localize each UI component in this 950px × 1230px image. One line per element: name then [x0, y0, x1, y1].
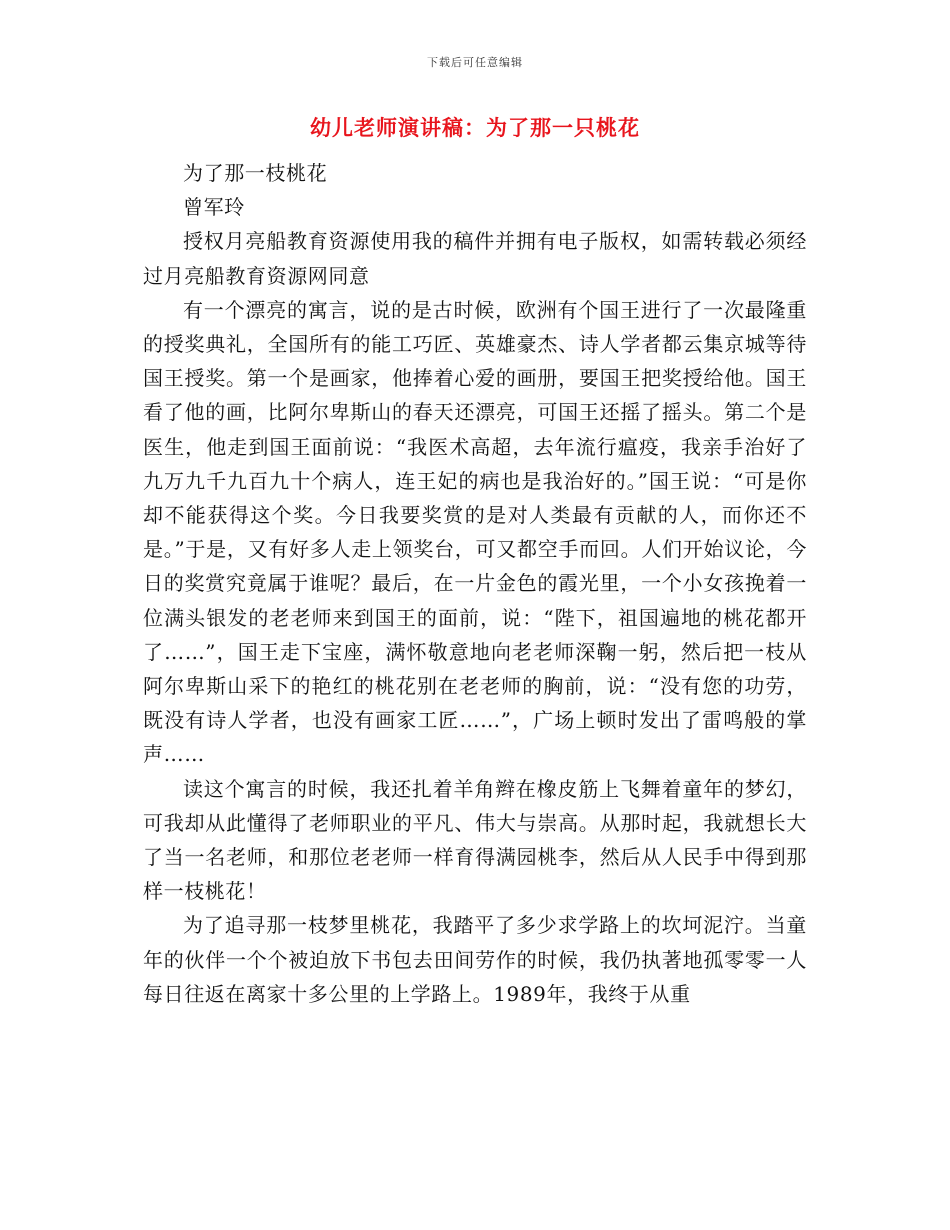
paragraph-fable: 有一个漂亮的寓言，说的是古时候，欧洲有个国王进行了一次最隆重的授奖典礼，全国所有的能工巧匠、英雄豪杰、诗人学者都云集京城等待国王授奖。第一个是画家，他捧着心爱的画册，要国王把奖授给他。国王看了他的画，比阿尔卑斯山的春天还漂亮，可国王还摇了摇头。第二个是医生，他走到国王面前说：“我医术高超，去年流行瘟疫，我亲手治好了九万九千九百九十个病人，连王妃的病也是我治好的。”国王说：“可是你却不能获得这个奖。今日我要奖赏的是对人类最有贡献的人，而你还不是。”于是，又有好多人走上领奖台，可又都空手而回。人们开始议论，今日的奖赏究竟属于谁呢？最后，在一片金色的霞光里，一个小女孩挽着一位满头银发的老老师来到国王的面前，说：“陛下，祖国遍地的桃花都开了……”，国王走下宝座，满怀敬意地向老老师深鞠一躬，然后把一枝从阿尔卑斯山采下的艳红的桃花别在老老师的胸前，说：“没有您的功劳，既没有诗人学者，也没有画家工匠……”，广场上顿时发出了雷鸣般的掌声……: [143, 297, 807, 767]
header-note: 下载后可任意编辑: [427, 56, 523, 69]
paragraph-childhood: 读这个寓言的时候，我还扎着羊角辫在橡皮筋上飞舞着童年的梦幻，可我却从此懂得了老师职业的平凡、伟大与崇高。从那时起，我就想长大了当一名老师，和那位老老师一样育得满园桃李，然后从人民手中得到那样一枝桃花！: [143, 776, 807, 904]
paragraph-copyright: 授权月亮船教育资源使用我的稿件并拥有电子版权，如需转载必须经过月亮船教育资源网同意: [143, 229, 807, 288]
paragraph-author: 曾军玲: [183, 195, 245, 220]
document-body: [143, 156, 807, 1011]
paragraph-study: 为了追寻那一枝梦里桃花，我踏平了多少求学路上的坎坷泥泞。当童年的伙伴一个个被迫放下书包去田间劳作的时候，我仍执著地孤零零一人每日往返在离家十多公里的上学路上。1989年，我终于从重: [143, 913, 807, 1006]
paragraph-subtitle: 为了那一枝桃花: [183, 161, 328, 185]
document-title: 幼儿老师演讲稿：为了那一只桃花: [310, 115, 640, 140]
